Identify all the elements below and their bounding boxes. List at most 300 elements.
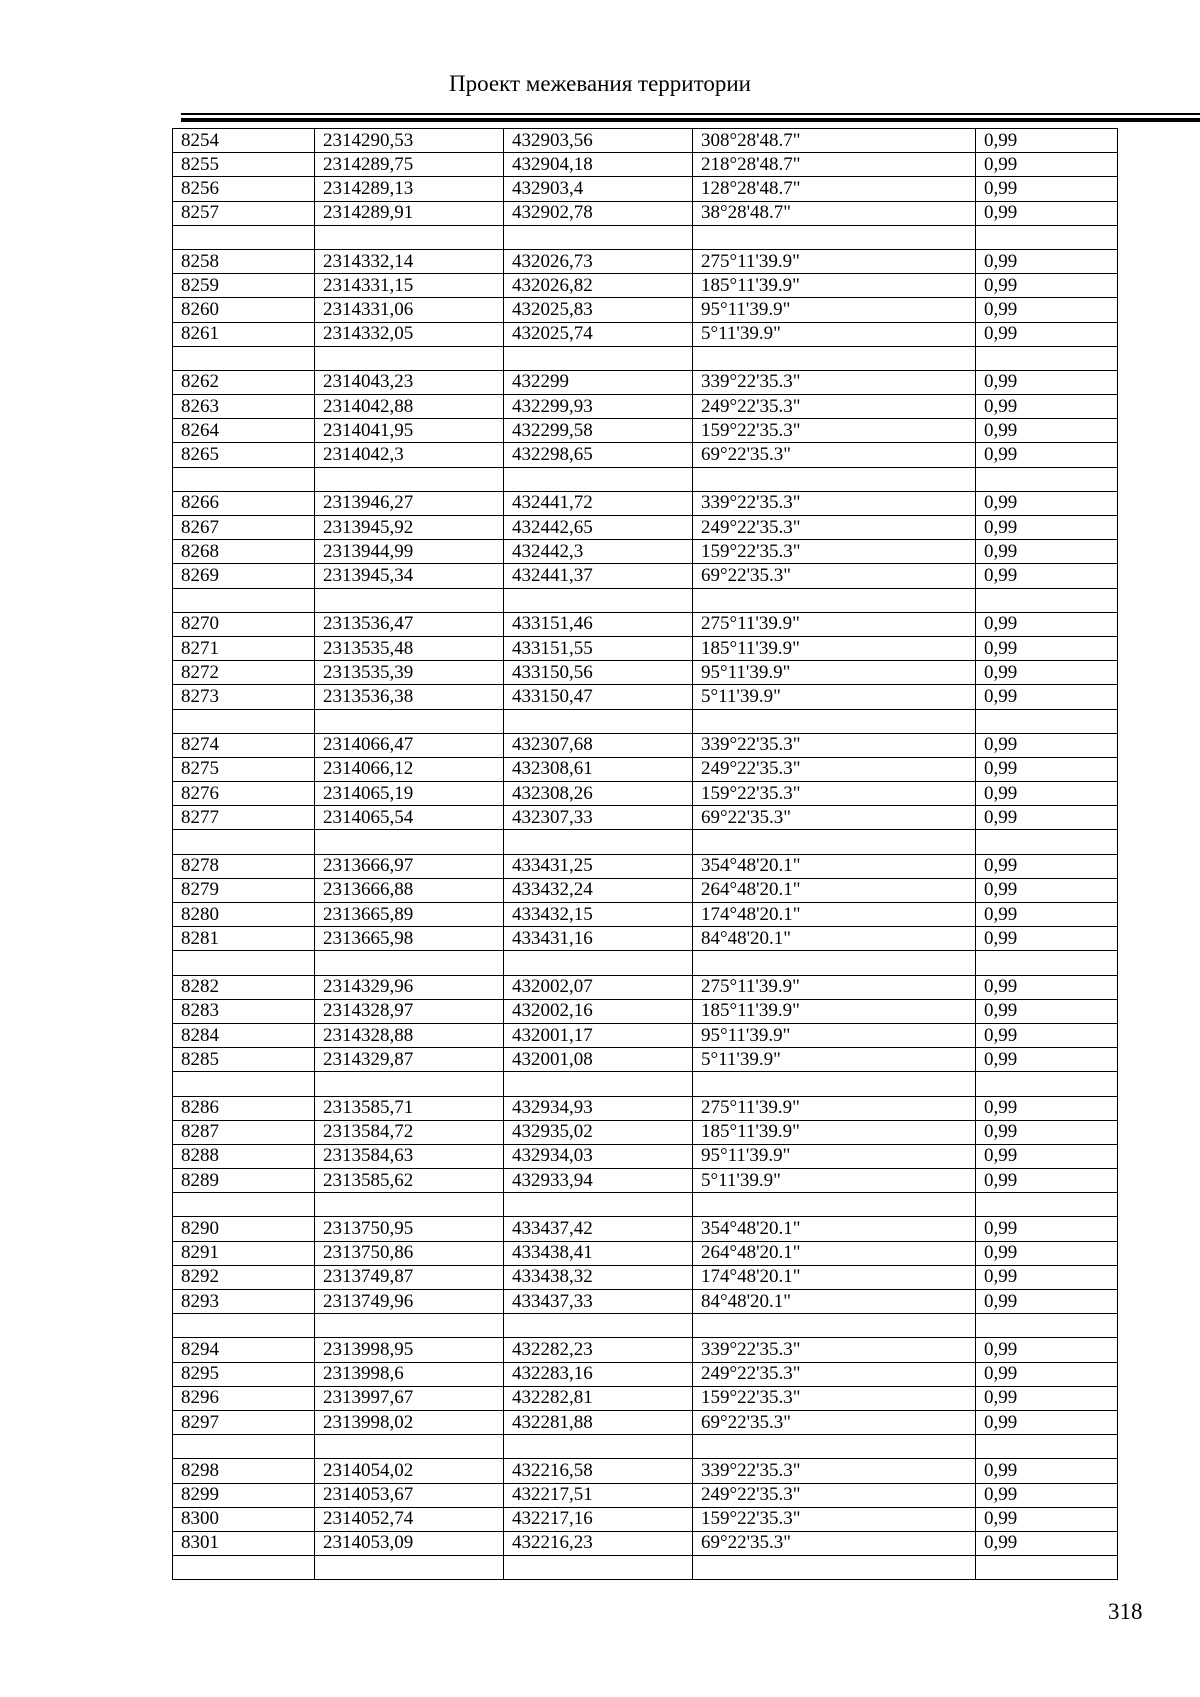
separator-row bbox=[173, 1193, 1118, 1217]
bearing-cell bbox=[693, 1556, 976, 1580]
x-coordinate-cell bbox=[315, 830, 504, 854]
y-coordinate-cell: 432001,08 bbox=[504, 1048, 693, 1072]
y-coordinate-cell bbox=[504, 1314, 693, 1338]
table-row bbox=[173, 1507, 1118, 1531]
x-coordinate-cell bbox=[315, 588, 504, 612]
distance-cell bbox=[976, 951, 1118, 975]
x-coordinate-cell: 2313998,95 bbox=[315, 1338, 504, 1362]
bearing-cell bbox=[693, 709, 976, 733]
bearing-cell bbox=[693, 1314, 976, 1338]
distance-cell: 0,99 bbox=[976, 443, 1118, 467]
distance-cell: 0,99 bbox=[976, 757, 1118, 781]
distance-cell: 0,99 bbox=[976, 999, 1118, 1023]
bearing-cell: 5°11'39.9" bbox=[693, 1048, 976, 1072]
point-number-cell bbox=[173, 1556, 315, 1580]
distance-cell: 0,99 bbox=[976, 1531, 1118, 1555]
distance-cell: 0,99 bbox=[976, 1169, 1118, 1193]
point-number-cell: 8282 bbox=[173, 975, 315, 999]
table-row bbox=[173, 298, 1118, 322]
point-number-cell: 8264 bbox=[173, 419, 315, 443]
distance-cell bbox=[976, 467, 1118, 491]
x-coordinate-cell: 2314065,54 bbox=[315, 806, 504, 830]
y-coordinate-cell: 433432,15 bbox=[504, 903, 693, 927]
distance-cell: 0,99 bbox=[976, 1410, 1118, 1434]
y-coordinate-cell bbox=[504, 588, 693, 612]
distance-cell: 0,99 bbox=[976, 1048, 1118, 1072]
point-number-cell: 8268 bbox=[173, 540, 315, 564]
x-coordinate-cell: 2313944,99 bbox=[315, 540, 504, 564]
table-row bbox=[173, 733, 1118, 757]
bearing-cell bbox=[693, 951, 976, 975]
x-coordinate-cell bbox=[315, 1556, 504, 1580]
bearing-cell: 275°11'39.9" bbox=[693, 975, 976, 999]
x-coordinate-cell: 2313749,87 bbox=[315, 1265, 504, 1289]
x-coordinate-cell: 2313585,62 bbox=[315, 1169, 504, 1193]
table-row bbox=[173, 903, 1118, 927]
y-coordinate-cell: 432308,61 bbox=[504, 757, 693, 781]
distance-cell: 0,99 bbox=[976, 1023, 1118, 1047]
distance-cell bbox=[976, 709, 1118, 733]
table-row bbox=[173, 1410, 1118, 1434]
bearing-cell: 249°22'35.3" bbox=[693, 1483, 976, 1507]
distance-cell: 0,99 bbox=[976, 1217, 1118, 1241]
bearing-cell: 275°11'39.9" bbox=[693, 1096, 976, 1120]
point-number-cell: 8255 bbox=[173, 153, 315, 177]
x-coordinate-cell: 2313749,96 bbox=[315, 1290, 504, 1314]
bearing-cell: 38°28'48.7" bbox=[693, 201, 976, 225]
y-coordinate-cell bbox=[504, 830, 693, 854]
distance-cell: 0,99 bbox=[976, 975, 1118, 999]
x-coordinate-cell: 2314066,12 bbox=[315, 757, 504, 781]
separator-row bbox=[173, 951, 1118, 975]
bearing-cell bbox=[693, 1435, 976, 1459]
point-number-cell bbox=[173, 1193, 315, 1217]
y-coordinate-cell: 432904,18 bbox=[504, 153, 693, 177]
y-coordinate-cell: 432026,82 bbox=[504, 274, 693, 298]
x-coordinate-cell: 2314329,87 bbox=[315, 1048, 504, 1072]
distance-cell: 0,99 bbox=[976, 540, 1118, 564]
bearing-cell: 159°22'35.3" bbox=[693, 1386, 976, 1410]
y-coordinate-cell: 433437,33 bbox=[504, 1290, 693, 1314]
table-row bbox=[173, 1290, 1118, 1314]
x-coordinate-cell: 2314053,67 bbox=[315, 1483, 504, 1507]
point-number-cell bbox=[173, 1072, 315, 1096]
bearing-cell: 275°11'39.9" bbox=[693, 249, 976, 273]
y-coordinate-cell: 433150,47 bbox=[504, 685, 693, 709]
separator-row bbox=[173, 467, 1118, 491]
x-coordinate-cell bbox=[315, 709, 504, 733]
point-number-cell: 8297 bbox=[173, 1410, 315, 1434]
point-number-cell: 8254 bbox=[173, 129, 315, 153]
x-coordinate-cell: 2313584,63 bbox=[315, 1144, 504, 1168]
point-number-cell: 8261 bbox=[173, 322, 315, 346]
distance-cell: 0,99 bbox=[976, 274, 1118, 298]
y-coordinate-cell: 432002,16 bbox=[504, 999, 693, 1023]
table-row bbox=[173, 1386, 1118, 1410]
x-coordinate-cell bbox=[315, 225, 504, 249]
separator-row bbox=[173, 1556, 1118, 1580]
point-number-cell: 8278 bbox=[173, 854, 315, 878]
distance-cell: 0,99 bbox=[976, 854, 1118, 878]
table-row bbox=[173, 975, 1118, 999]
distance-cell: 0,99 bbox=[976, 636, 1118, 660]
x-coordinate-cell: 2313665,89 bbox=[315, 903, 504, 927]
y-coordinate-cell: 432903,56 bbox=[504, 129, 693, 153]
table-row bbox=[173, 782, 1118, 806]
point-number-cell: 8262 bbox=[173, 370, 315, 394]
separator-row bbox=[173, 709, 1118, 733]
separator-row bbox=[173, 225, 1118, 249]
point-number-cell: 8281 bbox=[173, 927, 315, 951]
x-coordinate-cell: 2313665,98 bbox=[315, 927, 504, 951]
bearing-cell: 84°48'20.1" bbox=[693, 1290, 976, 1314]
bearing-cell bbox=[693, 588, 976, 612]
bearing-cell: 159°22'35.3" bbox=[693, 1507, 976, 1531]
point-number-cell: 8274 bbox=[173, 733, 315, 757]
point-number-cell: 8280 bbox=[173, 903, 315, 927]
distance-cell: 0,99 bbox=[976, 1096, 1118, 1120]
distance-cell: 0,99 bbox=[976, 177, 1118, 201]
y-coordinate-cell: 433438,32 bbox=[504, 1265, 693, 1289]
distance-cell: 0,99 bbox=[976, 419, 1118, 443]
x-coordinate-cell: 2313750,86 bbox=[315, 1241, 504, 1265]
distance-cell: 0,99 bbox=[976, 806, 1118, 830]
table-row bbox=[173, 927, 1118, 951]
x-coordinate-cell: 2314289,13 bbox=[315, 177, 504, 201]
table-row bbox=[173, 1169, 1118, 1193]
y-coordinate-cell: 432282,23 bbox=[504, 1338, 693, 1362]
y-coordinate-cell: 432308,26 bbox=[504, 782, 693, 806]
bearing-cell: 5°11'39.9" bbox=[693, 322, 976, 346]
bearing-cell: 275°11'39.9" bbox=[693, 612, 976, 636]
point-number-cell: 8272 bbox=[173, 661, 315, 685]
bearing-cell: 354°48'20.1" bbox=[693, 854, 976, 878]
bearing-cell bbox=[693, 225, 976, 249]
y-coordinate-cell: 432002,07 bbox=[504, 975, 693, 999]
point-number-cell: 8258 bbox=[173, 249, 315, 273]
x-coordinate-cell: 2313584,72 bbox=[315, 1120, 504, 1144]
bearing-cell: 339°22'35.3" bbox=[693, 370, 976, 394]
x-coordinate-cell: 2314332,05 bbox=[315, 322, 504, 346]
y-coordinate-cell: 432217,51 bbox=[504, 1483, 693, 1507]
distance-cell: 0,99 bbox=[976, 1144, 1118, 1168]
distance-cell: 0,99 bbox=[976, 903, 1118, 927]
bearing-cell: 185°11'39.9" bbox=[693, 1120, 976, 1144]
distance-cell bbox=[976, 346, 1118, 370]
point-number-cell bbox=[173, 830, 315, 854]
y-coordinate-cell: 432441,72 bbox=[504, 491, 693, 515]
distance-cell: 0,99 bbox=[976, 685, 1118, 709]
bearing-cell: 69°22'35.3" bbox=[693, 806, 976, 830]
distance-cell bbox=[976, 1556, 1118, 1580]
distance-cell: 0,99 bbox=[976, 612, 1118, 636]
distance-cell: 0,99 bbox=[976, 516, 1118, 540]
table-row bbox=[173, 516, 1118, 540]
distance-cell: 0,99 bbox=[976, 564, 1118, 588]
y-coordinate-cell: 432299 bbox=[504, 370, 693, 394]
x-coordinate-cell: 2313946,27 bbox=[315, 491, 504, 515]
coordinates-table-body bbox=[173, 129, 1118, 1580]
separator-row bbox=[173, 830, 1118, 854]
y-coordinate-cell: 433438,41 bbox=[504, 1241, 693, 1265]
y-coordinate-cell bbox=[504, 346, 693, 370]
distance-cell bbox=[976, 588, 1118, 612]
x-coordinate-cell: 2314289,91 bbox=[315, 201, 504, 225]
table-row bbox=[173, 1048, 1118, 1072]
table-row bbox=[173, 443, 1118, 467]
x-coordinate-cell: 2313998,02 bbox=[315, 1410, 504, 1434]
table-row bbox=[173, 1531, 1118, 1555]
distance-cell: 0,99 bbox=[976, 661, 1118, 685]
x-coordinate-cell bbox=[315, 467, 504, 491]
point-number-cell: 8273 bbox=[173, 685, 315, 709]
bearing-cell: 218°28'48.7" bbox=[693, 153, 976, 177]
y-coordinate-cell: 432307,33 bbox=[504, 806, 693, 830]
x-coordinate-cell bbox=[315, 1435, 504, 1459]
point-number-cell bbox=[173, 588, 315, 612]
bearing-cell: 128°28'48.7" bbox=[693, 177, 976, 201]
header-rule-thick bbox=[181, 118, 1200, 122]
bearing-cell: 69°22'35.3" bbox=[693, 1410, 976, 1434]
point-number-cell bbox=[173, 346, 315, 370]
distance-cell: 0,99 bbox=[976, 733, 1118, 757]
x-coordinate-cell: 2314328,88 bbox=[315, 1023, 504, 1047]
y-coordinate-cell: 432933,94 bbox=[504, 1169, 693, 1193]
x-coordinate-cell: 2314053,09 bbox=[315, 1531, 504, 1555]
bearing-cell: 249°22'35.3" bbox=[693, 757, 976, 781]
x-coordinate-cell: 2313585,71 bbox=[315, 1096, 504, 1120]
y-coordinate-cell: 433151,55 bbox=[504, 636, 693, 660]
table-row bbox=[173, 129, 1118, 153]
bearing-cell bbox=[693, 1072, 976, 1096]
point-number-cell: 8291 bbox=[173, 1241, 315, 1265]
y-coordinate-cell: 432216,23 bbox=[504, 1531, 693, 1555]
y-coordinate-cell: 432935,02 bbox=[504, 1120, 693, 1144]
x-coordinate-cell: 2313998,6 bbox=[315, 1362, 504, 1386]
x-coordinate-cell: 2313997,67 bbox=[315, 1386, 504, 1410]
y-coordinate-cell: 432299,93 bbox=[504, 395, 693, 419]
x-coordinate-cell: 2313536,47 bbox=[315, 612, 504, 636]
separator-row bbox=[173, 1072, 1118, 1096]
x-coordinate-cell: 2313945,34 bbox=[315, 564, 504, 588]
distance-cell bbox=[976, 1072, 1118, 1096]
table-row bbox=[173, 806, 1118, 830]
y-coordinate-cell: 432298,65 bbox=[504, 443, 693, 467]
point-number-cell: 8300 bbox=[173, 1507, 315, 1531]
y-coordinate-cell: 432026,73 bbox=[504, 249, 693, 273]
y-coordinate-cell bbox=[504, 709, 693, 733]
x-coordinate-cell: 2314331,06 bbox=[315, 298, 504, 322]
bearing-cell: 185°11'39.9" bbox=[693, 636, 976, 660]
distance-cell: 0,99 bbox=[976, 1483, 1118, 1507]
x-coordinate-cell: 2314065,19 bbox=[315, 782, 504, 806]
distance-cell: 0,99 bbox=[976, 370, 1118, 394]
table-row bbox=[173, 636, 1118, 660]
y-coordinate-cell: 432216,58 bbox=[504, 1459, 693, 1483]
page-title: Проект межевания территории bbox=[449, 71, 751, 96]
point-number-cell: 8288 bbox=[173, 1144, 315, 1168]
x-coordinate-cell: 2313535,48 bbox=[315, 636, 504, 660]
distance-cell: 0,99 bbox=[976, 1290, 1118, 1314]
point-number-cell: 8275 bbox=[173, 757, 315, 781]
y-coordinate-cell: 432025,74 bbox=[504, 322, 693, 346]
point-number-cell: 8285 bbox=[173, 1048, 315, 1072]
table-row bbox=[173, 612, 1118, 636]
bearing-cell: 185°11'39.9" bbox=[693, 274, 976, 298]
y-coordinate-cell: 432299,58 bbox=[504, 419, 693, 443]
bearing-cell: 249°22'35.3" bbox=[693, 395, 976, 419]
point-number-cell bbox=[173, 1314, 315, 1338]
bearing-cell bbox=[693, 830, 976, 854]
y-coordinate-cell: 432441,37 bbox=[504, 564, 693, 588]
distance-cell: 0,99 bbox=[976, 1338, 1118, 1362]
table-row bbox=[173, 685, 1118, 709]
bearing-cell: 159°22'35.3" bbox=[693, 540, 976, 564]
point-number-cell: 8269 bbox=[173, 564, 315, 588]
y-coordinate-cell: 432283,16 bbox=[504, 1362, 693, 1386]
table-row bbox=[173, 1217, 1118, 1241]
table-row bbox=[173, 419, 1118, 443]
y-coordinate-cell bbox=[504, 951, 693, 975]
table-row bbox=[173, 1144, 1118, 1168]
y-coordinate-cell: 432902,78 bbox=[504, 201, 693, 225]
table-row bbox=[173, 274, 1118, 298]
x-coordinate-cell: 2314290,53 bbox=[315, 129, 504, 153]
y-coordinate-cell: 433151,46 bbox=[504, 612, 693, 636]
point-number-cell: 8294 bbox=[173, 1338, 315, 1362]
distance-cell: 0,99 bbox=[976, 322, 1118, 346]
x-coordinate-cell bbox=[315, 1314, 504, 1338]
header-rule-thin bbox=[181, 113, 1200, 115]
point-number-cell bbox=[173, 225, 315, 249]
y-coordinate-cell: 432282,81 bbox=[504, 1386, 693, 1410]
table-row bbox=[173, 1362, 1118, 1386]
y-coordinate-cell: 433431,16 bbox=[504, 927, 693, 951]
distance-cell: 0,99 bbox=[976, 1120, 1118, 1144]
table-row bbox=[173, 540, 1118, 564]
distance-cell: 0,99 bbox=[976, 927, 1118, 951]
point-number-cell: 8259 bbox=[173, 274, 315, 298]
y-coordinate-cell: 432442,3 bbox=[504, 540, 693, 564]
table-row bbox=[173, 1459, 1118, 1483]
bearing-cell bbox=[693, 346, 976, 370]
point-number-cell: 8289 bbox=[173, 1169, 315, 1193]
bearing-cell: 339°22'35.3" bbox=[693, 491, 976, 515]
coordinates-table bbox=[172, 128, 1118, 1580]
separator-row bbox=[173, 588, 1118, 612]
table-row bbox=[173, 1023, 1118, 1047]
distance-cell bbox=[976, 830, 1118, 854]
y-coordinate-cell: 433437,42 bbox=[504, 1217, 693, 1241]
y-coordinate-cell: 433150,56 bbox=[504, 661, 693, 685]
x-coordinate-cell: 2314329,96 bbox=[315, 975, 504, 999]
table-row bbox=[173, 395, 1118, 419]
distance-cell: 0,99 bbox=[976, 129, 1118, 153]
bearing-cell: 69°22'35.3" bbox=[693, 443, 976, 467]
x-coordinate-cell: 2314043,23 bbox=[315, 370, 504, 394]
table-row bbox=[173, 1241, 1118, 1265]
distance-cell: 0,99 bbox=[976, 1265, 1118, 1289]
y-coordinate-cell: 432217,16 bbox=[504, 1507, 693, 1531]
bearing-cell: 95°11'39.9" bbox=[693, 661, 976, 685]
point-number-cell: 8263 bbox=[173, 395, 315, 419]
bearing-cell: 69°22'35.3" bbox=[693, 564, 976, 588]
bearing-cell: 339°22'35.3" bbox=[693, 1338, 976, 1362]
x-coordinate-cell: 2314332,14 bbox=[315, 249, 504, 273]
point-number-cell: 8265 bbox=[173, 443, 315, 467]
distance-cell: 0,99 bbox=[976, 1362, 1118, 1386]
distance-cell: 0,99 bbox=[976, 1459, 1118, 1483]
table-row bbox=[173, 322, 1118, 346]
x-coordinate-cell: 2313536,38 bbox=[315, 685, 504, 709]
x-coordinate-cell bbox=[315, 346, 504, 370]
bearing-cell: 5°11'39.9" bbox=[693, 685, 976, 709]
y-coordinate-cell: 432281,88 bbox=[504, 1410, 693, 1434]
point-number-cell bbox=[173, 709, 315, 733]
y-coordinate-cell bbox=[504, 1556, 693, 1580]
point-number-cell: 8293 bbox=[173, 1290, 315, 1314]
table-row bbox=[173, 661, 1118, 685]
point-number-cell: 8256 bbox=[173, 177, 315, 201]
distance-cell: 0,99 bbox=[976, 249, 1118, 273]
table-row bbox=[173, 1096, 1118, 1120]
x-coordinate-cell bbox=[315, 1193, 504, 1217]
point-number-cell: 8266 bbox=[173, 491, 315, 515]
x-coordinate-cell: 2314328,97 bbox=[315, 999, 504, 1023]
y-coordinate-cell bbox=[504, 1193, 693, 1217]
table-row bbox=[173, 854, 1118, 878]
separator-row bbox=[173, 1435, 1118, 1459]
x-coordinate-cell: 2313945,92 bbox=[315, 516, 504, 540]
table-row bbox=[173, 153, 1118, 177]
x-coordinate-cell: 2314331,15 bbox=[315, 274, 504, 298]
bearing-cell: 264°48'20.1" bbox=[693, 1241, 976, 1265]
point-number-cell: 8270 bbox=[173, 612, 315, 636]
bearing-cell: 95°11'39.9" bbox=[693, 1023, 976, 1047]
bearing-cell: 174°48'20.1" bbox=[693, 903, 976, 927]
x-coordinate-cell bbox=[315, 1072, 504, 1096]
point-number-cell bbox=[173, 951, 315, 975]
y-coordinate-cell: 432025,83 bbox=[504, 298, 693, 322]
bearing-cell: 249°22'35.3" bbox=[693, 1362, 976, 1386]
x-coordinate-cell: 2313666,97 bbox=[315, 854, 504, 878]
x-coordinate-cell: 2314066,47 bbox=[315, 733, 504, 757]
x-coordinate-cell: 2314054,02 bbox=[315, 1459, 504, 1483]
distance-cell: 0,99 bbox=[976, 1241, 1118, 1265]
bearing-cell: 185°11'39.9" bbox=[693, 999, 976, 1023]
distance-cell: 0,99 bbox=[976, 878, 1118, 902]
y-coordinate-cell bbox=[504, 467, 693, 491]
distance-cell: 0,99 bbox=[976, 395, 1118, 419]
distance-cell: 0,99 bbox=[976, 153, 1118, 177]
y-coordinate-cell: 432934,03 bbox=[504, 1144, 693, 1168]
bearing-cell: 339°22'35.3" bbox=[693, 1459, 976, 1483]
bearing-cell: 308°28'48.7" bbox=[693, 129, 976, 153]
point-number-cell: 8292 bbox=[173, 1265, 315, 1289]
distance-cell: 0,99 bbox=[976, 782, 1118, 806]
distance-cell bbox=[976, 1314, 1118, 1338]
x-coordinate-cell: 2314041,95 bbox=[315, 419, 504, 443]
point-number-cell: 8271 bbox=[173, 636, 315, 660]
table-row bbox=[173, 999, 1118, 1023]
y-coordinate-cell bbox=[504, 1072, 693, 1096]
point-number-cell: 8290 bbox=[173, 1217, 315, 1241]
bearing-cell: 95°11'39.9" bbox=[693, 298, 976, 322]
y-coordinate-cell: 432903,4 bbox=[504, 177, 693, 201]
table-row bbox=[173, 249, 1118, 273]
point-number-cell: 8283 bbox=[173, 999, 315, 1023]
table-row bbox=[173, 1338, 1118, 1362]
